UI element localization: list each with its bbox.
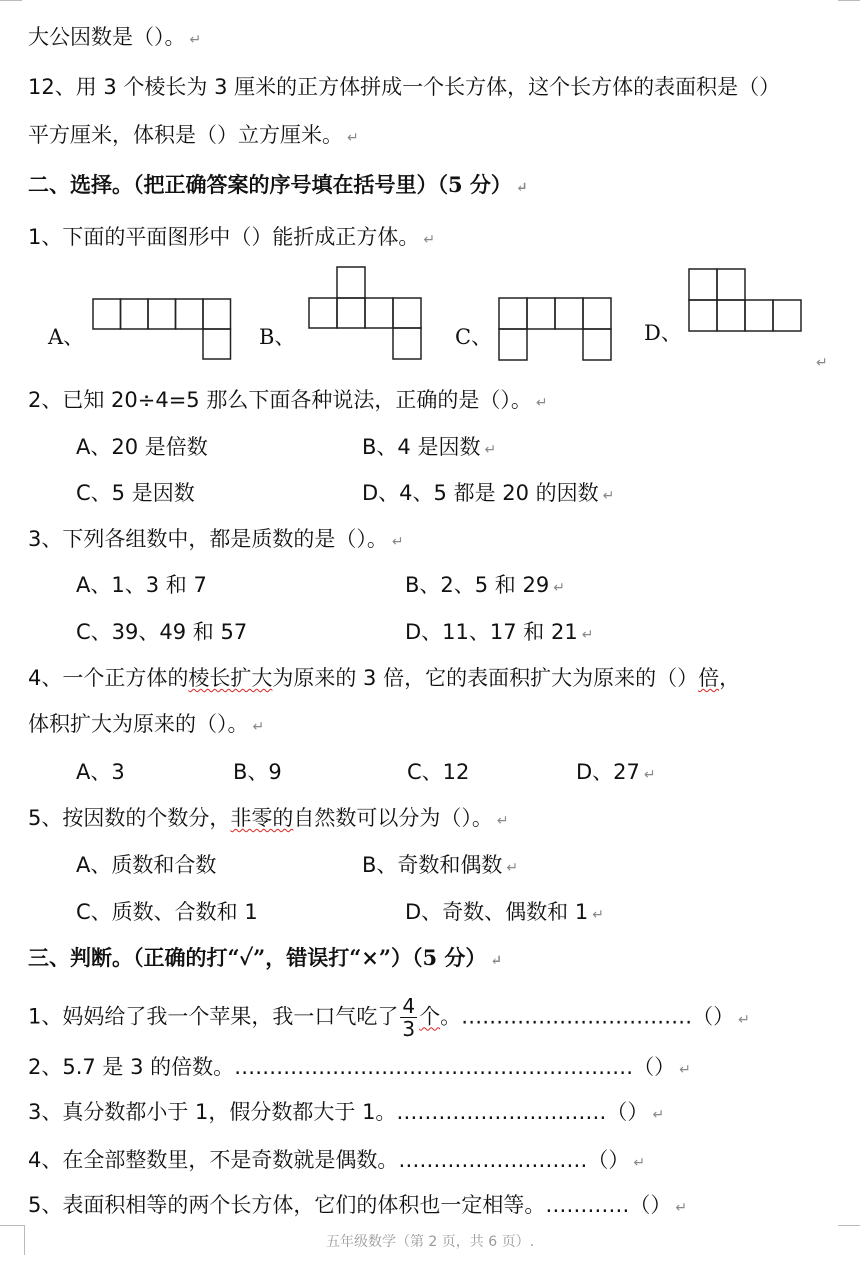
- cube-net-a: [92, 298, 232, 360]
- option-d: D、27 ↵: [576, 760, 656, 784]
- question-12: 12、用 3 个棱长为 3 厘米的正方体拼成一个长方体，这个长方体的表面积是（）: [28, 75, 781, 99]
- judge-question-3: 3、真分数都小于 1，假分数都大于 1。…………………………（） ↵: [28, 1100, 665, 1124]
- text-line: 平方厘米，体积是（）立方厘米。 ↵: [28, 123, 359, 147]
- option-b: B、2、5 和 29 ↵: [405, 573, 565, 597]
- paragraph-mark: ↵: [816, 355, 828, 371]
- option-b: B、奇数和偶数 ↵: [362, 853, 519, 877]
- judge-question-5: 5、表面积相等的两个长方体，它们的体积也一定相等。…………（） ↵: [28, 1193, 688, 1217]
- choice-question-2: 2、已知 20÷4=5 那么下面各种说法，正确的是（）。 ↵: [28, 388, 548, 412]
- cube-net-b: [308, 266, 422, 360]
- section-heading-judge: 三、判断。（正确的打“✓”，错误打“×”）（5 分） ↵: [28, 945, 503, 970]
- option-d: D、11、17 和 21 ↵: [405, 620, 594, 644]
- option-c: C、质数、合数和 1: [76, 900, 258, 924]
- judge-question-2: 2、5.7 是 3 的倍数。…………………………………………………（） ↵: [28, 1055, 691, 1079]
- section-heading-choice: 二、选择。（把正确答案的序号填在括号里）（5 分） ↵: [28, 172, 528, 197]
- cube-net-c: [498, 297, 612, 361]
- corner-mark-top-left: [0, 0, 22, 1]
- option-c: C、5 是因数: [76, 481, 195, 505]
- option-a: A、质数和合数: [76, 853, 217, 877]
- choice-question-5: 5、按因数的个数分，非零的自然数可以分为（）。 ↵: [28, 806, 509, 830]
- text-line: 体积扩大为原来的（）。 ↵: [28, 712, 265, 736]
- choice-question-1: 1、下面的平面图形中（）能折成正方体。 ↵: [28, 225, 436, 249]
- text-line: 大公因数是（）。 ↵: [28, 25, 202, 49]
- corner-mark-top-right: [838, 0, 860, 1]
- option-a: A、1、3 和 7: [76, 573, 207, 597]
- fraction: $\frac{4}{3}$: [402, 994, 416, 1041]
- option-d: D、4、5 都是 20 的因数 ↵: [362, 481, 615, 505]
- net-option-a-label: A、: [48, 325, 85, 349]
- page-footer: 五年级数学（第 2 页，共 6 页）.: [325, 1234, 535, 1250]
- corner-mark-bottom-left: [0, 1225, 24, 1226]
- choice-question-4: 4、一个正方体的棱长扩大为原来的 3 倍，它的表面积扩大为原来的（）倍，: [28, 666, 741, 690]
- net-option-c-label: C、: [455, 325, 493, 349]
- option-a: A、20 是倍数: [76, 435, 208, 459]
- choice-question-3: 3、下列各组数中，都是质数的是（）。 ↵: [28, 527, 404, 551]
- option-c: C、39、49 和 57: [76, 620, 248, 644]
- cube-net-d: [688, 268, 802, 332]
- judge-question-4: 4、在全部整数里，不是奇数就是偶数。………………………（） ↵: [28, 1148, 646, 1172]
- option-b: B、9: [233, 760, 282, 784]
- judge-question-1: 1、妈妈给了我一个苹果，我一口气吃了 $\frac{4}{3}$ 个。……………………………（） ↵: [28, 994, 750, 1041]
- option-a: A、3: [76, 760, 125, 784]
- corner-mark-bottom-right: [838, 1225, 860, 1226]
- option-d: D、奇数、偶数和 1 ↵: [405, 900, 604, 924]
- net-option-b-label: B、: [259, 325, 296, 349]
- net-option-d-label: D、: [644, 321, 682, 345]
- option-c: C、12: [407, 760, 470, 784]
- option-b: B、4 是因数 ↵: [362, 435, 497, 459]
